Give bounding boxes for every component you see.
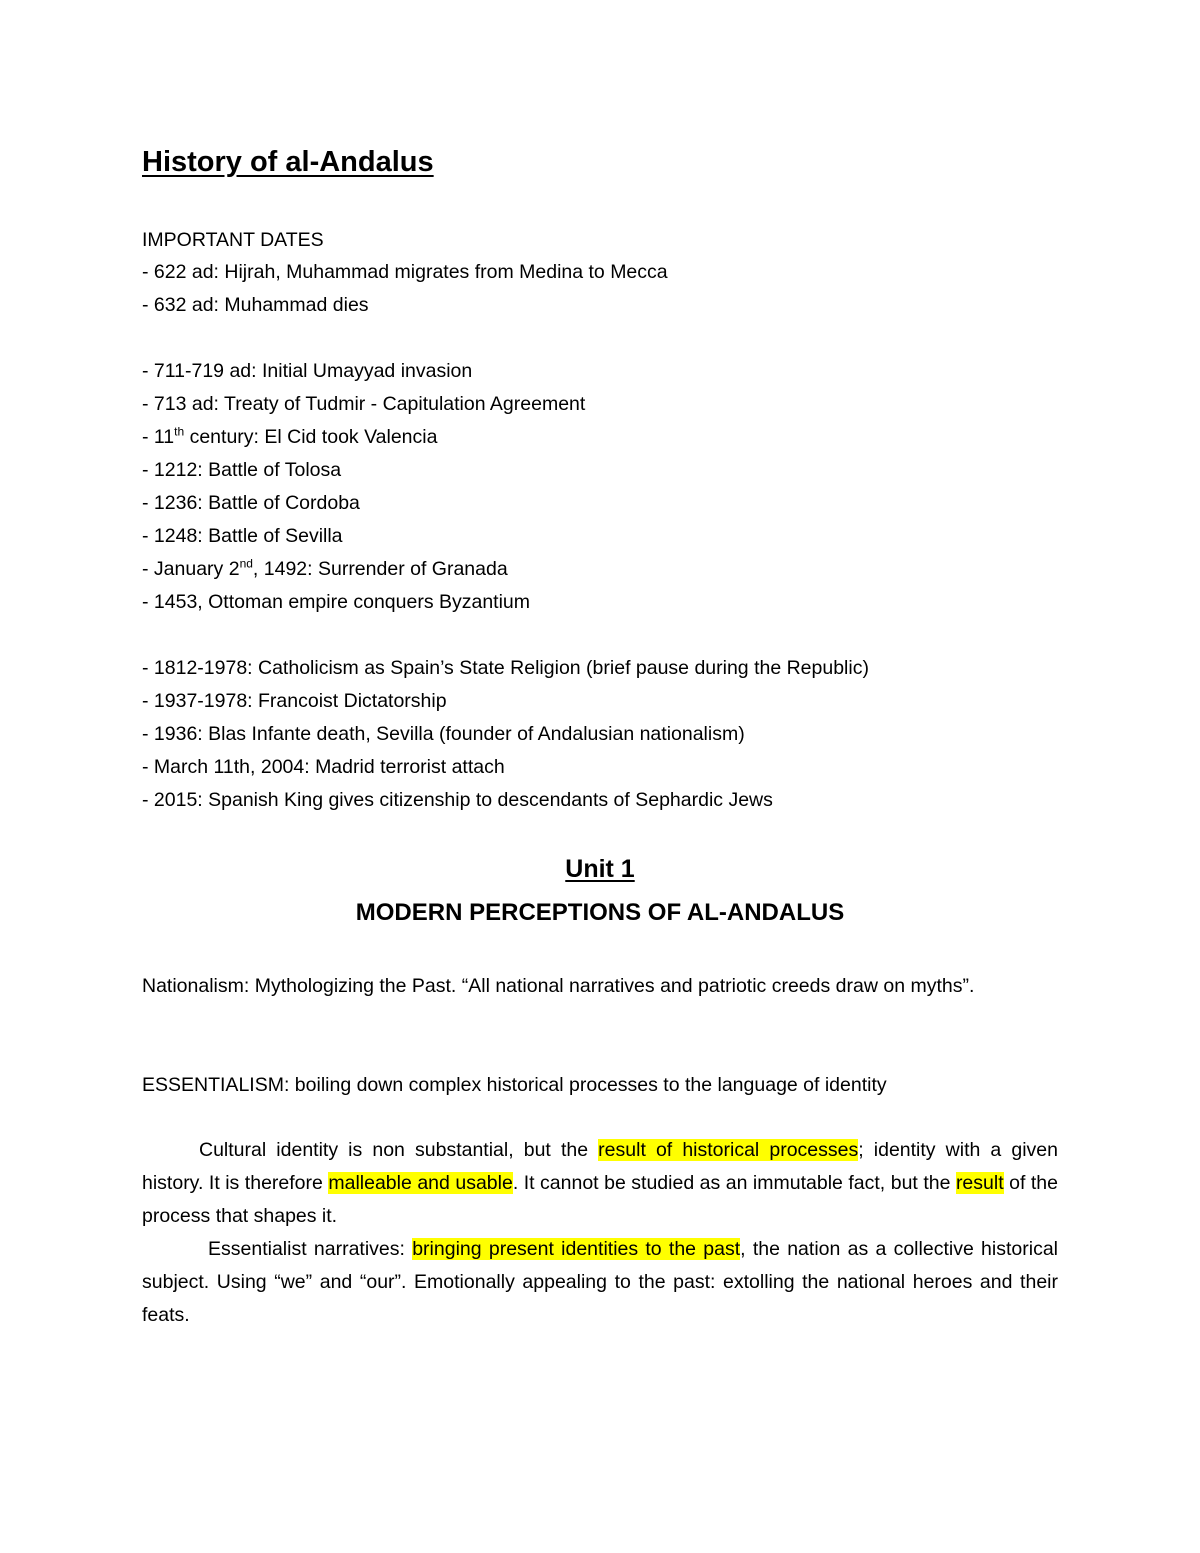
date-item-text: - 1453, Ottoman empire conquers Byzantium	[142, 591, 531, 613]
highlighted-text: malleable and usable	[328, 1172, 513, 1194]
date-item	[142, 557, 508, 581]
date-item	[142, 260, 668, 284]
unit-title: Unit 1	[565, 855, 635, 883]
date-item	[142, 458, 341, 482]
date-item-text: - 2015: Spanish King gives citizenship to descendants of Sephardic Jews	[142, 789, 773, 811]
paragraph-text: . It cannot be studied as an immutable fact, but the	[512, 1172, 956, 1194]
date-item	[142, 755, 505, 779]
cultural-identity-paragraph	[142, 1134, 1058, 1233]
paragraph-text: Essentialist narratives:	[208, 1238, 413, 1260]
essentialism-paragraph: ESSENTIALISM: boiling down complex historical processes to the language of identity	[142, 1074, 887, 1096]
date-item-text: - 1212: Battle of Tolosa	[142, 459, 342, 481]
date-item	[142, 689, 447, 713]
date-item	[142, 656, 869, 680]
date-item-text: - 1248: Battle of Sevilla	[142, 525, 343, 547]
date-item	[142, 425, 437, 449]
essentialist-narratives-paragraph	[142, 1233, 1058, 1332]
highlighted-text: result	[955, 1172, 1004, 1194]
date-item	[142, 293, 369, 317]
date-item	[142, 524, 343, 548]
nationalism-paragraph: Nationalism: Mythologizing the Past. “All national narratives and patriotic creeds draw on myths”.	[142, 975, 975, 997]
date-item	[142, 491, 360, 515]
date-item-text: - 622 ad: Hijrah, Muhammad migrates from Medina to Mecca	[142, 261, 668, 283]
date-item-text: - 11	[142, 426, 175, 448]
date-item-text: - 1936: Blas Infante death, Sevilla (founder of Andalusian nationalism)	[142, 723, 745, 745]
date-item-text: - 711-719 ad: Initial Umayyad invasion	[142, 360, 473, 382]
date-item-text: - 713 ad: Treaty of Tudmir - Capitulation Agreement	[142, 393, 586, 415]
highlighted-text: bringing present identities to the past	[412, 1238, 741, 1260]
date-item	[142, 590, 530, 614]
paragraph-text: , the nation as a collective historical subject. Using “we” and “our”. Emotionally appealing to the past: extolling the national heroes and their feats.	[142, 1238, 1058, 1326]
date-item	[142, 359, 472, 383]
date-item-text-suffix: century: El Cid took Valencia	[184, 426, 438, 448]
paragraph-text: ; identity with a given history. It is therefore	[142, 1139, 1058, 1194]
date-item	[142, 788, 773, 812]
date-item-text: - 632 ad: Muhammad dies	[142, 294, 369, 316]
dates-heading: IMPORTANT DATES	[142, 229, 324, 251]
date-item-text: - March 11th, 2004: Madrid terrorist attach	[142, 756, 505, 778]
paragraph-text: of the process that shapes it.	[142, 1172, 1058, 1227]
document-title: History of al-Andalus	[142, 146, 434, 178]
date-item-text: - 1812-1978: Catholicism as Spain’s State Religion (brief pause during the Republic)	[142, 657, 869, 679]
date-item-text-suffix: , 1492: Surrender of Granada	[252, 558, 508, 580]
date-item	[142, 722, 745, 746]
date-item	[142, 392, 585, 416]
date-item-text: - 1937-1978: Francoist Dictatorship	[142, 690, 447, 712]
date-item-superscript: th	[174, 424, 185, 439]
highlighted-text: result of historical processes	[598, 1139, 859, 1161]
date-item-text: - January 2	[142, 558, 240, 580]
unit-subtitle: MODERN PERCEPTIONS OF AL-ANDALUS	[355, 899, 845, 926]
date-item-superscript: nd	[239, 556, 253, 571]
paragraph-text: Cultural identity is non substantial, but the	[199, 1139, 599, 1161]
date-item-text: - 1236: Battle of Cordoba	[142, 492, 360, 514]
